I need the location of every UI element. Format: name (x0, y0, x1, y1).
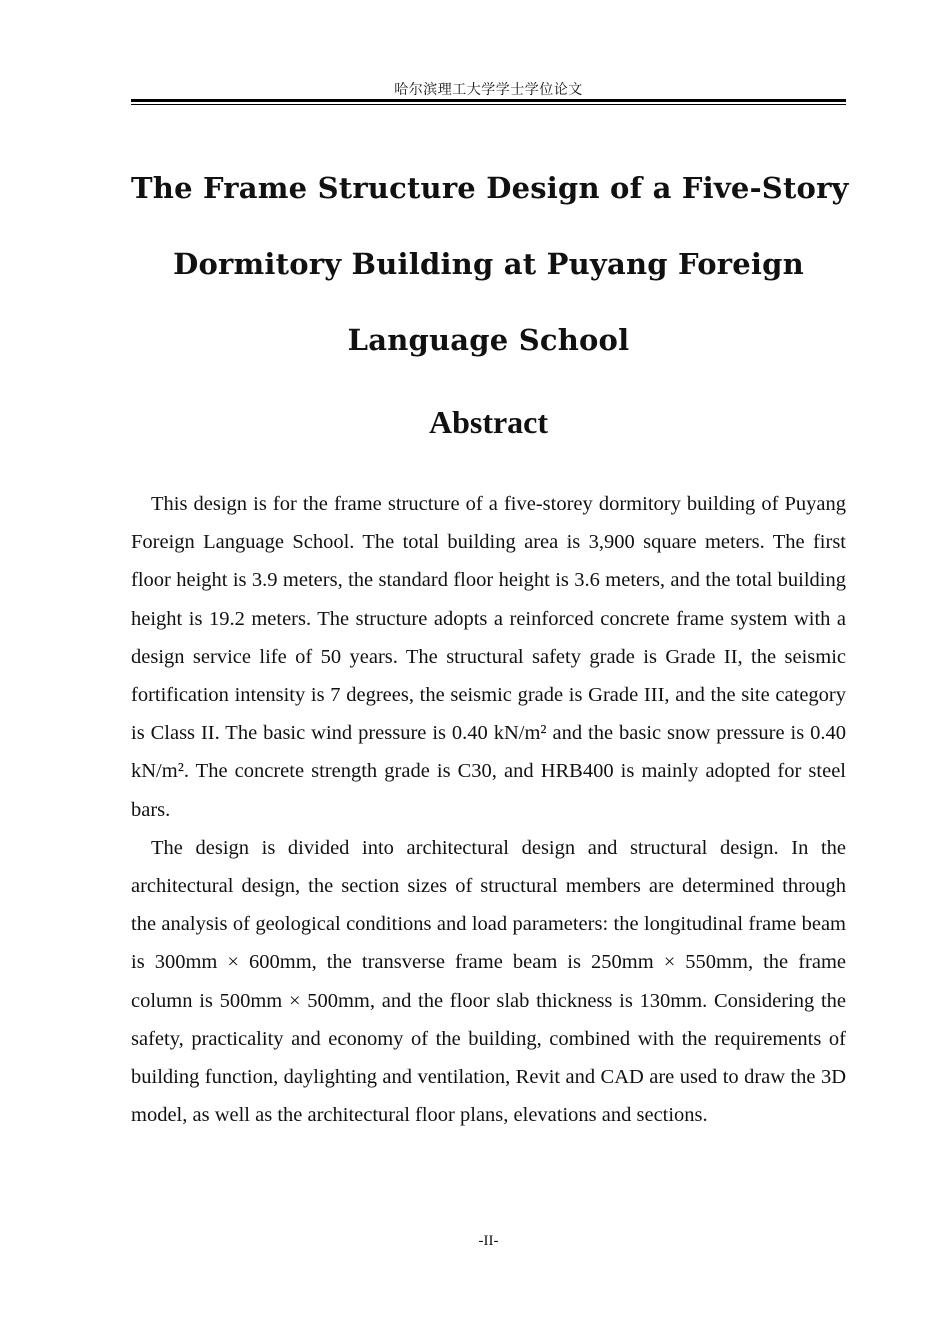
title-line-3: Language School (347, 323, 630, 357)
header-rule-thin (131, 104, 846, 105)
running-header: 哈尔滨理工大学学士学位论文 (394, 83, 583, 98)
title-line-2: Dormitory Building at Puyang Foreign (173, 247, 804, 281)
thesis-title (131, 150, 849, 378)
title-line-1: The Frame Structure Design of a Five-Story (131, 171, 849, 205)
header-rule-thick (131, 99, 846, 102)
abstract-paragraph-1: This design is for the frame structure of a five-storey dormitory building of Puyang Foreign Language School. The total building area is 3,900 square meters. The first floor height is 3.9 meters, the standard floor height is 3.6 meters, and the total building height is 19.2 meters. The structure adopts a reinforced concrete frame system with a design service life of 50 years. The structural safety grade is Grade II, the seismic fortification intensity is 7 degrees, the seismic grade is Grade III, and the site category is Class II. The basic wind pressure is 0.40 kN/m² and the basic snow pressure is 0.40 kN/m². The concrete strength grade is C30, and HRB400 is mainly adopted for steel bars. (131, 493, 846, 821)
abstract-paragraph-2: The design is divided into architectural design and structural design. In the architectural design, the section sizes of structural members are determined through the analysis of geological conditions and load parameters: the longitudinal frame beam is 300mm × 600mm, the transverse frame beam is 250mm × 550mm, the frame column is 500mm × 500mm, and the floor slab thickness is 130mm. Considering the safety, practicality and economy of the building, combined with the requirements of building function, daylighting and ventilation, Revit and CAD are used to draw the 3D model, as well as the architectural floor plans, elevations and sections. (131, 836, 846, 1127)
abstract-body (131, 485, 846, 1134)
abstract-heading: Abstract (428, 404, 549, 440)
page-number: -II- (478, 1233, 499, 1249)
